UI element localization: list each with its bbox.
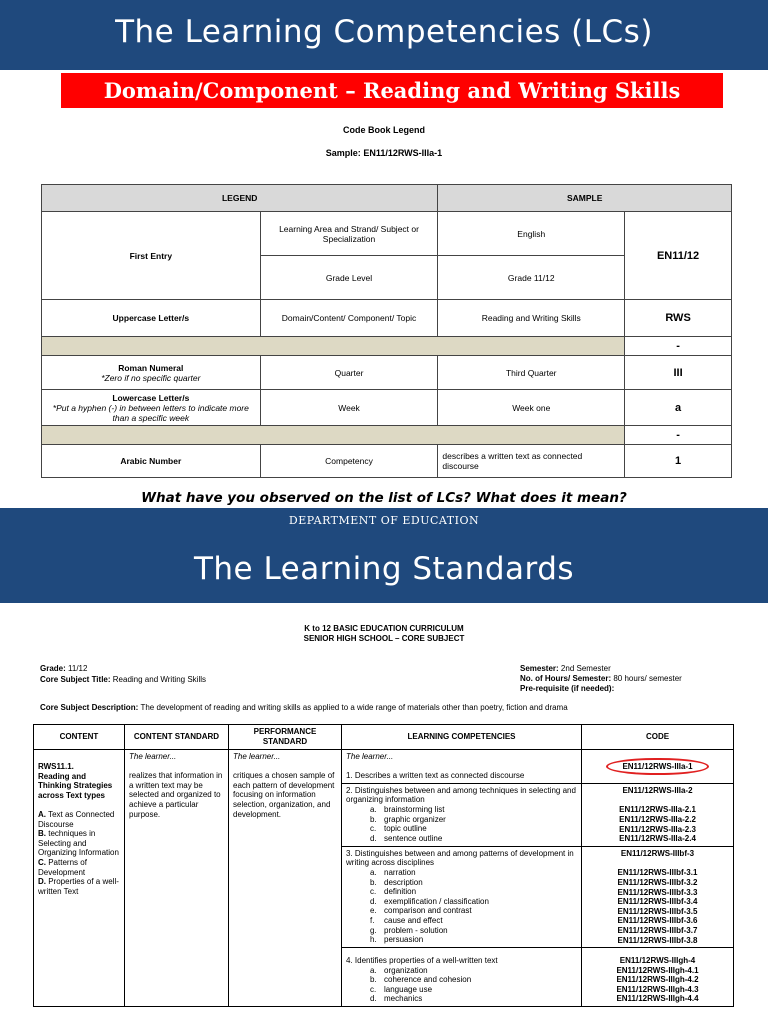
competency: Competency bbox=[260, 445, 438, 478]
dept: DEPARTMENT OF EDUCATION bbox=[288, 514, 480, 527]
hours-value: 80 hours/ semester bbox=[613, 674, 682, 683]
hours-line bbox=[520, 674, 682, 684]
lc-subitem-letter: d. bbox=[370, 833, 377, 843]
code1-cell bbox=[582, 750, 734, 784]
content-d-label: D. bbox=[38, 877, 46, 887]
perf-std: critiques a chosen sample of each pattern of development focusing on information selection, organization, and development. bbox=[233, 771, 335, 819]
lc-subitem bbox=[346, 824, 577, 834]
lc-subitem-text: exemplification / classification bbox=[384, 896, 489, 906]
code-subitem: EN11/12RWS-IIIgh-4.1 bbox=[616, 965, 699, 975]
h-lc: LEARNING COMPETENCIES bbox=[342, 725, 582, 750]
lc-subitem bbox=[346, 868, 577, 878]
semester-value: 2nd Semester bbox=[560, 664, 611, 673]
lc-subitem-text: description bbox=[384, 877, 423, 887]
code-subitem: EN11/12RWS-IIIbf-3.8 bbox=[617, 935, 698, 945]
lc-subitem-text: brainstorming list bbox=[384, 804, 445, 814]
content-cell bbox=[34, 750, 125, 1007]
first-entry: First Entry bbox=[42, 212, 261, 300]
lc-subitem-text: language use bbox=[384, 984, 433, 994]
code2-cell bbox=[582, 783, 734, 846]
content-code: RWS11.1. bbox=[38, 762, 74, 771]
standards-table bbox=[33, 724, 734, 1007]
core-title-label: Core Subject Title: bbox=[40, 675, 113, 684]
content-c-text: Patterns of Development bbox=[38, 857, 87, 877]
sample-line bbox=[0, 148, 768, 158]
rws-name: Reading and Writing Skills bbox=[438, 300, 625, 337]
third-quarter: Third Quarter bbox=[438, 356, 625, 390]
hours-label: No. of Hours/ Semester: bbox=[520, 674, 614, 683]
code-subitem: EN11/12RWS-IIIbf-3.2 bbox=[617, 877, 698, 887]
lc-subitem-letter: e. bbox=[370, 906, 377, 916]
code3: EN11/12RWS-IIIbf-3 bbox=[620, 848, 695, 858]
week-one: Week one bbox=[438, 390, 625, 426]
domain-bar: Domain/Component – Reading and Writing Skills bbox=[61, 73, 723, 108]
codebook-title: Code Book Legend bbox=[342, 125, 425, 135]
one: 1 bbox=[625, 445, 732, 478]
grade-level: Grade Level bbox=[260, 256, 438, 300]
lc-subitem-letter: a. bbox=[370, 804, 377, 814]
semester-line bbox=[520, 664, 611, 674]
lc-subitem-letter: c. bbox=[370, 887, 377, 897]
domain: Domain/Content/ Component/ Topic bbox=[260, 300, 438, 337]
lowercase-cell bbox=[42, 390, 261, 426]
slide2-header bbox=[0, 508, 768, 603]
lc-subitem bbox=[346, 897, 577, 907]
iii: III bbox=[625, 356, 732, 390]
learner-3: The learner... bbox=[346, 752, 394, 761]
lc4: 4. Identifies properties of a well-written text bbox=[346, 956, 498, 966]
code-subitem: EN11/12RWS-IIIbf-3.3 bbox=[617, 887, 698, 897]
sample-label: Sample: bbox=[325, 148, 364, 158]
lc2-cell bbox=[342, 783, 582, 846]
lc-subitem bbox=[346, 985, 577, 995]
grade-value: Grade 11/12 bbox=[438, 256, 625, 300]
code-subitem: EN11/12RWS-IIIbf-3.4 bbox=[617, 897, 698, 907]
core-title-line bbox=[40, 675, 206, 685]
legend-header: LEGEND bbox=[42, 185, 438, 212]
core-title-value: Reading and Writing Skills bbox=[112, 675, 206, 684]
lc-subitem-letter: b. bbox=[370, 877, 377, 887]
content-std: realizes that information in a written text may be selected and organized to achieve a particular purpose. bbox=[129, 771, 223, 819]
content-std-cell bbox=[125, 750, 229, 1007]
lc2: 2. Distinguishes between and among techniques in selecting and organizing information bbox=[346, 785, 576, 805]
content-b bbox=[38, 829, 120, 858]
lc4-cell bbox=[342, 948, 582, 1007]
sample-header: SAMPLE bbox=[438, 185, 732, 212]
lc-subitem bbox=[346, 926, 577, 936]
description-line bbox=[40, 703, 568, 713]
code-subitem: EN11/12RWS-IIIbf-3.5 bbox=[617, 906, 698, 916]
a: a bbox=[625, 390, 732, 426]
lc-subitem-text: organization bbox=[384, 965, 428, 975]
grade-value: 11/12 bbox=[68, 664, 88, 673]
lc1: 1. Describes a written text as connected discourse bbox=[346, 771, 525, 781]
lc-subitem-text: coherence and cohesion bbox=[384, 975, 472, 985]
learner-2: The learner... bbox=[233, 752, 281, 761]
quarter: Quarter bbox=[260, 356, 438, 390]
lc-subitem-text: definition bbox=[384, 887, 417, 897]
content-a-label: A. bbox=[38, 809, 46, 819]
grade-label: Grade: bbox=[40, 664, 69, 673]
content-b-text: techniques in Selecting and Organizing Information bbox=[38, 829, 119, 858]
lc-subitem bbox=[346, 966, 577, 976]
lc-subitem bbox=[346, 916, 577, 926]
h-code: CODE bbox=[582, 725, 734, 750]
code-subitem: EN11/12RWS-IIIgh-4.2 bbox=[616, 975, 699, 985]
code-subitem: EN11/12RWS-IIIa-2.4 bbox=[619, 834, 696, 844]
slide2-title: The Learning Standards bbox=[193, 551, 575, 587]
code2: EN11/12RWS-IIIa-2 bbox=[622, 785, 693, 795]
learning-area: Learning Area and Strand/ Subject or Specialization bbox=[260, 212, 438, 256]
code-en: EN11/12 bbox=[625, 212, 732, 300]
perf-std-cell bbox=[229, 750, 342, 1007]
separator-row-2 bbox=[42, 426, 625, 445]
h-perf-std: PERFORMANCE STANDARD bbox=[229, 725, 342, 750]
lowercase: Lowercase Letter/s bbox=[112, 392, 190, 403]
semester-label: Semester: bbox=[520, 664, 561, 673]
lc-subitem bbox=[346, 815, 577, 825]
lc-subitem bbox=[346, 878, 577, 888]
lc-subitem bbox=[346, 906, 577, 916]
lc-subitem-letter: d. bbox=[370, 994, 377, 1004]
lc4-items bbox=[346, 966, 577, 1004]
lc-subitem bbox=[346, 935, 577, 945]
prereq-line bbox=[520, 684, 614, 694]
roman-note: *Zero if no specific quarter bbox=[101, 372, 201, 383]
lc-subitem-letter: d. bbox=[370, 896, 377, 906]
code-subitem: EN11/12RWS-IIIa-2.3 bbox=[619, 824, 696, 834]
sample-code: EN11/12RWS-IIIa-1 bbox=[363, 148, 443, 158]
separator-row bbox=[42, 337, 625, 356]
lc-subitem-letter: f. bbox=[370, 915, 375, 925]
grade-line bbox=[40, 664, 87, 674]
content-a-text: Text as Connected Discourse bbox=[38, 809, 115, 829]
curriculum-heading bbox=[0, 624, 768, 644]
content-c bbox=[38, 858, 120, 877]
content-b-label: B. bbox=[38, 829, 46, 839]
slide1-title: The Learning Competencies (LCs) bbox=[115, 14, 653, 50]
lc-subitem-letter: b. bbox=[370, 814, 377, 824]
lc-subitem-text: cause and effect bbox=[384, 915, 443, 925]
lc-subitem bbox=[346, 887, 577, 897]
code1: EN11/12RWS-IIIa-1 bbox=[606, 758, 708, 776]
lc-subitem-text: comparison and contrast bbox=[384, 906, 472, 916]
code-subitem: EN11/12RWS-IIIbf-3.6 bbox=[617, 916, 698, 926]
english: English bbox=[438, 212, 625, 256]
code4-cell bbox=[582, 948, 734, 1007]
dash-1: - bbox=[625, 337, 732, 356]
roman-cell bbox=[42, 356, 261, 390]
lc3-cell bbox=[342, 846, 582, 947]
lc-subitem-letter: a. bbox=[370, 965, 377, 975]
lc-subitem-text: mechanics bbox=[384, 994, 423, 1004]
lc2-items bbox=[346, 805, 577, 843]
lc1-cell bbox=[342, 750, 582, 784]
lc-subitem-text: topic outline bbox=[384, 824, 427, 834]
description-label: Core Subject Description: bbox=[40, 703, 141, 712]
lc-subitem bbox=[346, 805, 577, 815]
code4: EN11/12RWS-IIIgh-4 bbox=[619, 956, 696, 966]
lc3: 3. Distinguishes between and among patterns of development in writing across disciplines bbox=[346, 848, 574, 868]
curriculum-line2: SENIOR HIGH SCHOOL – CORE SUBJECT bbox=[303, 634, 465, 643]
legend-table bbox=[41, 184, 732, 478]
lc-subitem-text: problem - solution bbox=[384, 925, 448, 935]
lc-subitem bbox=[346, 834, 577, 844]
learner-1: The learner... bbox=[129, 752, 177, 761]
code3-cell bbox=[582, 846, 734, 947]
describes: describes a written text as connected discourse bbox=[438, 445, 625, 478]
code4-items bbox=[586, 966, 729, 1004]
lc-subitem-text: graphic organizer bbox=[384, 814, 446, 824]
lowercase-note: *Put a hyphen (-) in between letters to indicate more than a specific week bbox=[52, 402, 249, 423]
h-content: CONTENT bbox=[34, 725, 125, 750]
description-value: The development of reading and writing skills as applied to a wide range of materials other than poetry, fiction and drama bbox=[140, 703, 568, 712]
lc-subitem bbox=[346, 994, 577, 1004]
content-a bbox=[38, 810, 120, 829]
rws-code: RWS bbox=[625, 300, 732, 337]
curriculum-line1: K to 12 BASIC EDUCATION CURRICULUM bbox=[304, 624, 464, 633]
code-subitem: EN11/12RWS-IIIgh-4.4 bbox=[616, 994, 699, 1004]
prereq-label: Pre-requisite (if needed): bbox=[520, 684, 615, 693]
lc-subitem-letter: c. bbox=[370, 984, 377, 994]
content-c-label: C. bbox=[38, 857, 46, 867]
content-d-text: Properties of a well-written Text bbox=[38, 877, 119, 896]
code3-items bbox=[586, 868, 729, 945]
lc-subitem bbox=[346, 975, 577, 985]
slide1-header bbox=[0, 0, 768, 70]
code-subitem: EN11/12RWS-IIIgh-4.3 bbox=[616, 984, 699, 994]
code-subitem: EN11/12RWS-IIIa-2.1 bbox=[619, 805, 696, 815]
lc-subitem-letter: a. bbox=[370, 867, 377, 877]
lc-subitem-letter: c. bbox=[370, 824, 377, 834]
lc3-items bbox=[346, 868, 577, 945]
lc-subitem-letter: b. bbox=[370, 975, 377, 985]
code2-items bbox=[586, 805, 729, 843]
code-subitem: EN11/12RWS-IIIbf-3.1 bbox=[617, 868, 698, 878]
content-d bbox=[38, 877, 120, 896]
content-title: Reading and Thinking Strategies across Text types bbox=[38, 771, 113, 800]
code-subitem: EN11/12RWS-IIIa-2.2 bbox=[619, 814, 696, 824]
question: What have you observed on the list of LCs? What does it mean? bbox=[141, 490, 627, 506]
roman: Roman Numeral bbox=[118, 362, 184, 373]
lc-subitem-text: persuasion bbox=[384, 935, 424, 945]
uppercase: Uppercase Letter/s bbox=[42, 300, 261, 337]
dash-2: - bbox=[625, 426, 732, 445]
week: Week bbox=[260, 390, 438, 426]
arabic: Arabic Number bbox=[42, 445, 261, 478]
lc-subitem-text: sentence outline bbox=[384, 833, 443, 843]
lc-subitem-text: narration bbox=[384, 867, 416, 877]
code-subitem: EN11/12RWS-IIIbf-3.7 bbox=[617, 925, 698, 935]
h-content-std: CONTENT STANDARD bbox=[125, 725, 229, 750]
lc-subitem-letter: g. bbox=[370, 925, 377, 935]
lc-subitem-letter: h. bbox=[370, 935, 377, 945]
